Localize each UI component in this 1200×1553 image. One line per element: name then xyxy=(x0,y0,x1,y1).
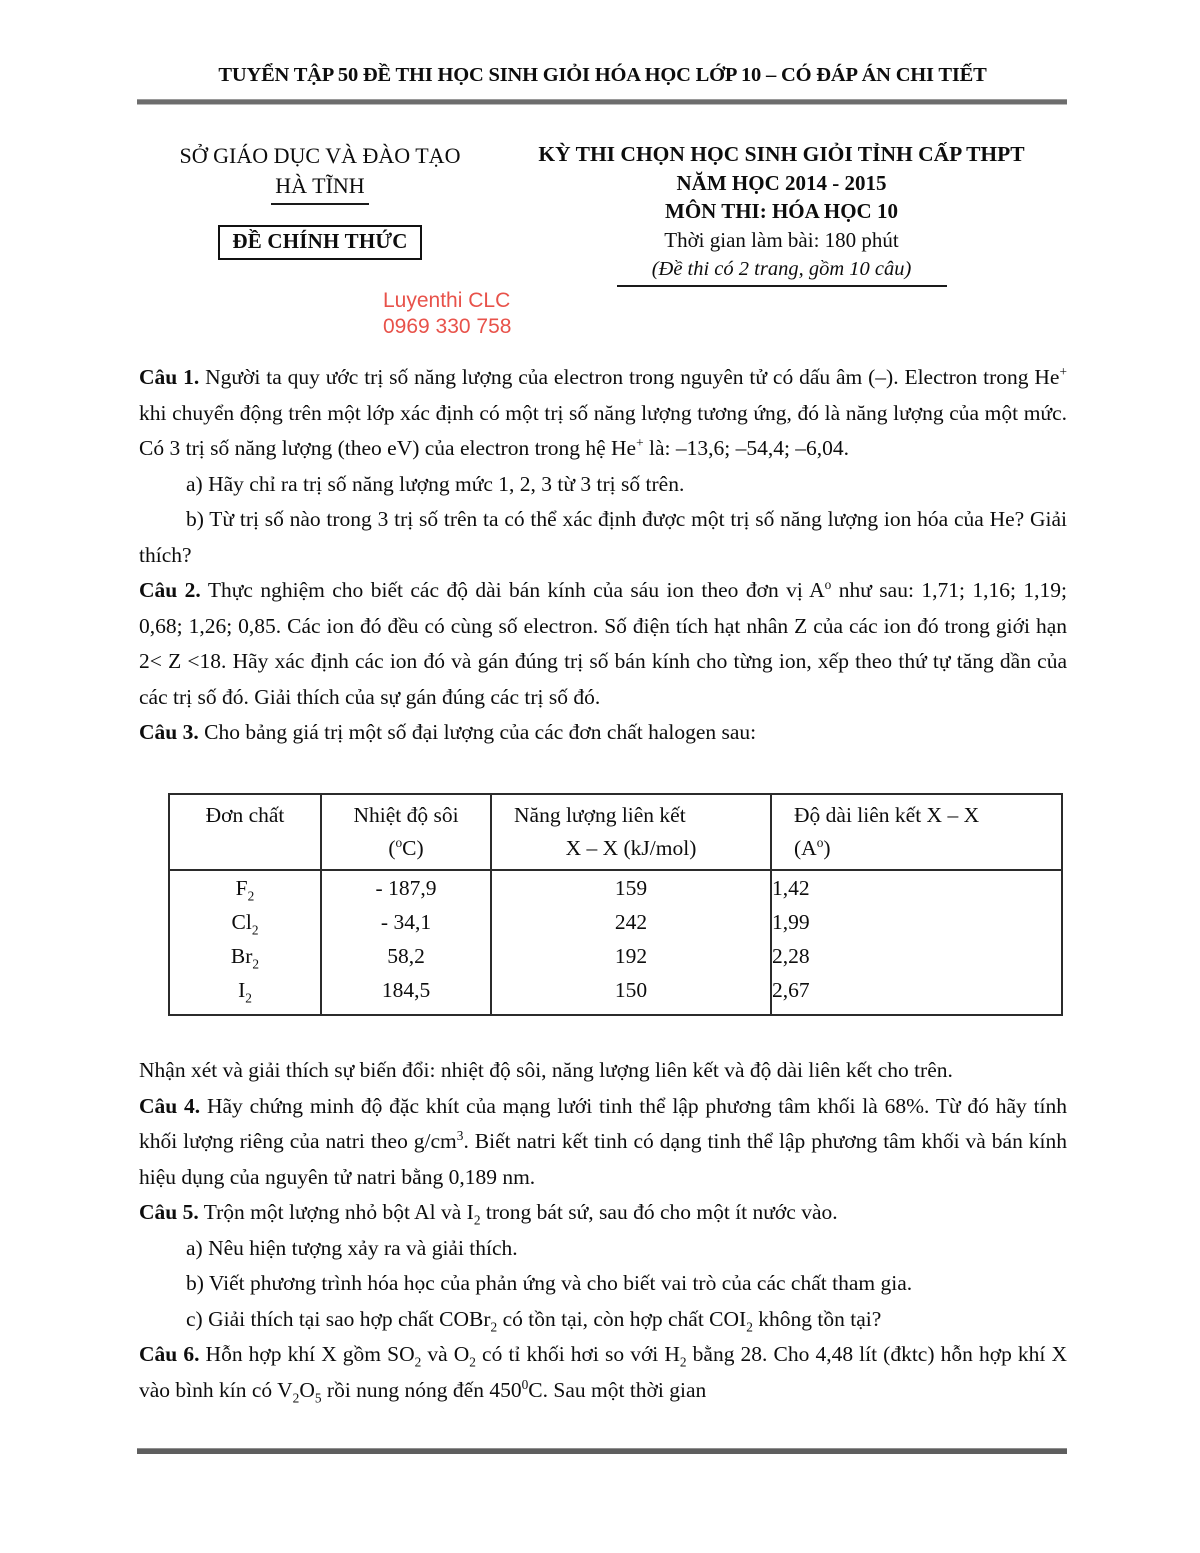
question-5-item-b: b) Viết phương trình hóa học của phản ứng và cho biết vai trò của các chất tham gia. xyxy=(186,1271,913,1295)
iodine-sub: 2 xyxy=(473,1212,481,1228)
question-5-text-b: trong bát sứ, sau đó cho một ít nước vào. xyxy=(480,1200,838,1224)
question-1-text-c: là: –13,6; –54,4; –6,04. xyxy=(643,436,850,460)
question-1-item-a: a) Hãy chỉ ra trị số năng lượng mức 1, 2, 3 từ 3 trị số trên. xyxy=(186,471,685,496)
table-header-bond-energy xyxy=(491,794,771,870)
question-3-text: Cho bảng giá trị một số đại lượng của các đơn chất halogen sau: xyxy=(204,720,757,744)
question-5-text-a: Trộn một lượng nhỏ bột Al và I xyxy=(203,1200,474,1224)
table-header-boiling-point xyxy=(321,794,491,870)
question-1-label: Câu 1. xyxy=(139,365,200,389)
table-header-boiling-line1: Nhiệt độ sôi xyxy=(353,803,459,827)
watermark-phone: 0969 330 758 xyxy=(383,315,512,338)
question-4-label: Câu 4. xyxy=(139,1093,201,1118)
table-header-bond-length-line1: Độ dài liên kết X – X xyxy=(794,803,980,827)
watermark xyxy=(383,288,511,340)
angstrom-sup: o xyxy=(824,576,832,592)
table-cell-bond-energy: 150 xyxy=(614,978,648,1002)
table-row: $Br_2$ xyxy=(230,944,260,972)
coi2-sub: 2 xyxy=(746,1318,753,1334)
table-body-row xyxy=(169,870,1062,1015)
question-5-item-c: c) Giải thích tại sao hợp chất COBr$_2$ có tồn tại, còn hợp chất $COI_2$ không tồn tại? xyxy=(186,1306,882,1334)
exam-header-right xyxy=(498,140,1065,287)
table-header-substance: Đơn chất xyxy=(169,794,321,870)
pages-note: (Đề thi có 2 trang, gồm 10 câu) xyxy=(651,258,912,280)
exam-title: KỲ THI CHỌN HỌC SINH GIỎI TỈNH CẤP THPT xyxy=(538,142,1025,166)
temperature-sup: 0 xyxy=(521,1376,529,1392)
question-2-text-b: như sau: 1,71; 1,16; 1,19; 0,68; 1,26; 0,85. Các ion đó đều có cùng số electron. Số điện tích hạt nhân Z của các ion đó trong giới hạn 2< Z <18. Hãy xác định các ion đó và gán đúng trị số bán kính cho từng ion, xếp theo thứ tự tăng dần của các trị số đó. Giải thích của sự gán đúng các trị số đó. xyxy=(139,578,1067,709)
header-underline xyxy=(617,285,947,287)
table-header-boiling-line2: ($^o$C) xyxy=(388,834,424,860)
header-rule xyxy=(137,99,1067,105)
table-row: $I_2$ xyxy=(238,978,252,1006)
question-3 xyxy=(139,715,1067,751)
watermark-name: Luyenthi CLC xyxy=(383,289,511,312)
table-cell-bond-energy: 242 xyxy=(614,910,648,934)
question-2-label: Câu 2. xyxy=(139,578,201,602)
so2-sub: 2 xyxy=(414,1354,422,1370)
running-head: TUYỂN TẬP 50 ĐỀ THI HỌC SINH GIỎI HÓA HỌC LỚP 10 – CÓ ĐÁP ÁN CHI TIẾT xyxy=(218,64,987,86)
table-cell-bond-energy: 192 xyxy=(614,944,648,968)
angstrom-sup-table: o xyxy=(816,834,824,850)
table-header-row xyxy=(169,794,1062,870)
table-col-boiling xyxy=(321,870,491,1015)
table-col-substances xyxy=(169,870,321,1015)
halogen-table-wrap xyxy=(168,793,1061,1026)
exam-body-lower xyxy=(139,1053,1067,1408)
table-header-bond-length-line2: $(A^o)$ xyxy=(794,834,831,860)
cubic-sup: 3 xyxy=(456,1127,464,1143)
exam-header-left xyxy=(140,140,500,260)
question-3-label: Câu 3. xyxy=(139,720,199,744)
table-cell-boiling: 184,5 xyxy=(381,978,431,1002)
table-cell-bond-length: 1,99 xyxy=(772,910,810,934)
table-cell-boiling: - 34,1 xyxy=(380,910,432,934)
table-header-bond-energy-line2: X – X (kJ/mol) xyxy=(565,836,697,860)
table-cell-bond-length: 2,67 xyxy=(772,978,810,1002)
question-4-text-b: . Biết natri kết tinh có dạng tinh thể lập phương tâm khối và bán kính hiệu dụng của nguyên tử natri bằng 0,189 nm. xyxy=(139,1129,1067,1189)
question-1-text-b: khi chuyển động trên một lớp xác định có một trị số năng lượng tương ứng, đó là năng lượng của một mức. Có 3 trị số năng lượng (theo eV) của electron trong hệ He xyxy=(139,400,1067,460)
question-2 xyxy=(139,573,1067,715)
table-cell-boiling: 58,2 xyxy=(387,944,425,968)
o2-sub: 2 xyxy=(469,1354,476,1370)
department-name: SỞ GIÁO DỤC VÀ ĐÀO TẠO xyxy=(179,143,461,168)
he-plus-sup-2: + xyxy=(636,434,644,450)
exam-header xyxy=(140,140,1065,290)
official-paper-badge: ĐỀ CHÍNH THỨC xyxy=(218,225,421,260)
table-col-bond-length xyxy=(771,870,1062,1015)
question-3-after-table: Nhận xét và giải thích sự biến đổi: nhiệt độ sôi, năng lượng liên kết và độ dài liên kết cho trên. xyxy=(139,1058,953,1082)
table-header-bond-length xyxy=(771,794,1062,870)
halogen-table xyxy=(168,793,1063,1016)
province-name: HÀ TĨNH xyxy=(271,171,368,205)
question-5-item-a: a) Nêu hiện tượng xảy ra và giải thích. xyxy=(186,1235,518,1260)
table-col-bond-energy xyxy=(491,870,771,1015)
table-cell-bond-length: 2,28 xyxy=(772,944,810,968)
question-6-label: Câu 6. xyxy=(139,1342,200,1366)
degree-sup: o xyxy=(395,834,403,850)
h2-sub: 2 xyxy=(679,1354,687,1370)
table-header-bond-energy-line1: Năng lượng liên kết xyxy=(514,803,686,827)
v2o5-sub-o: 5 xyxy=(314,1389,322,1405)
exam-body xyxy=(139,360,1067,751)
table-cell-bond-energy: 159 xyxy=(614,876,648,900)
question-5-label: Câu 5. xyxy=(139,1200,199,1224)
table-row: $F_2$ xyxy=(235,876,255,904)
question-4 xyxy=(139,1089,1067,1196)
table-cell-boiling: - 187,9 xyxy=(375,876,437,900)
question-1-text-a: Người ta quy ước trị số năng lượng của electron trong nguyên tử có dấu âm (–). Electron trong He xyxy=(205,365,1060,389)
cobr2-sub: 2 xyxy=(490,1318,498,1334)
question-1-item-b: b) Từ trị số nào trong 3 trị số trên ta có thể xác định được một trị số năng lượng ion hóa của He? Giải thích? xyxy=(139,507,1067,567)
question-5 xyxy=(139,1195,1067,1231)
table-row: $Cl_2$ xyxy=(231,910,259,938)
he-plus-sup-1: + xyxy=(1059,363,1068,379)
question-1 xyxy=(139,360,1067,467)
school-year: NĂM HỌC 2014 - 2015 xyxy=(676,171,887,195)
subject-line: MÔN THI: HÓA HỌC 10 xyxy=(665,199,898,223)
footer-rule xyxy=(137,1448,1067,1454)
question-6: Câu 6. Hỗn hợp khí X gồm $SO_2$ và $O_2$ có tỉ khối hơi so với $H_2$ bằng 28. Cho 4,48 lít (đktc) hỗn hợp khí X vào bình kín có $V_2O_5$ rồi nung nóng đến $450^0C$. Sau một thời gian xyxy=(139,1342,1067,1405)
question-4-text-a: Hãy chứng minh độ đặc khít của mạng lưới tinh thể lập phương tâm khối là 68%. Từ đó hãy tính khối lượng riêng của natri theo g/cm xyxy=(139,1093,1068,1153)
table-cell-bond-length: 1,42 xyxy=(772,876,810,900)
question-2-text-a: Thực nghiệm cho biết các độ dài bán kính của sáu ion theo đơn vị A xyxy=(207,578,825,602)
v2o5-sub-v: 2 xyxy=(292,1389,300,1405)
duration-line: Thời gian làm bài: 180 phút xyxy=(664,228,899,252)
